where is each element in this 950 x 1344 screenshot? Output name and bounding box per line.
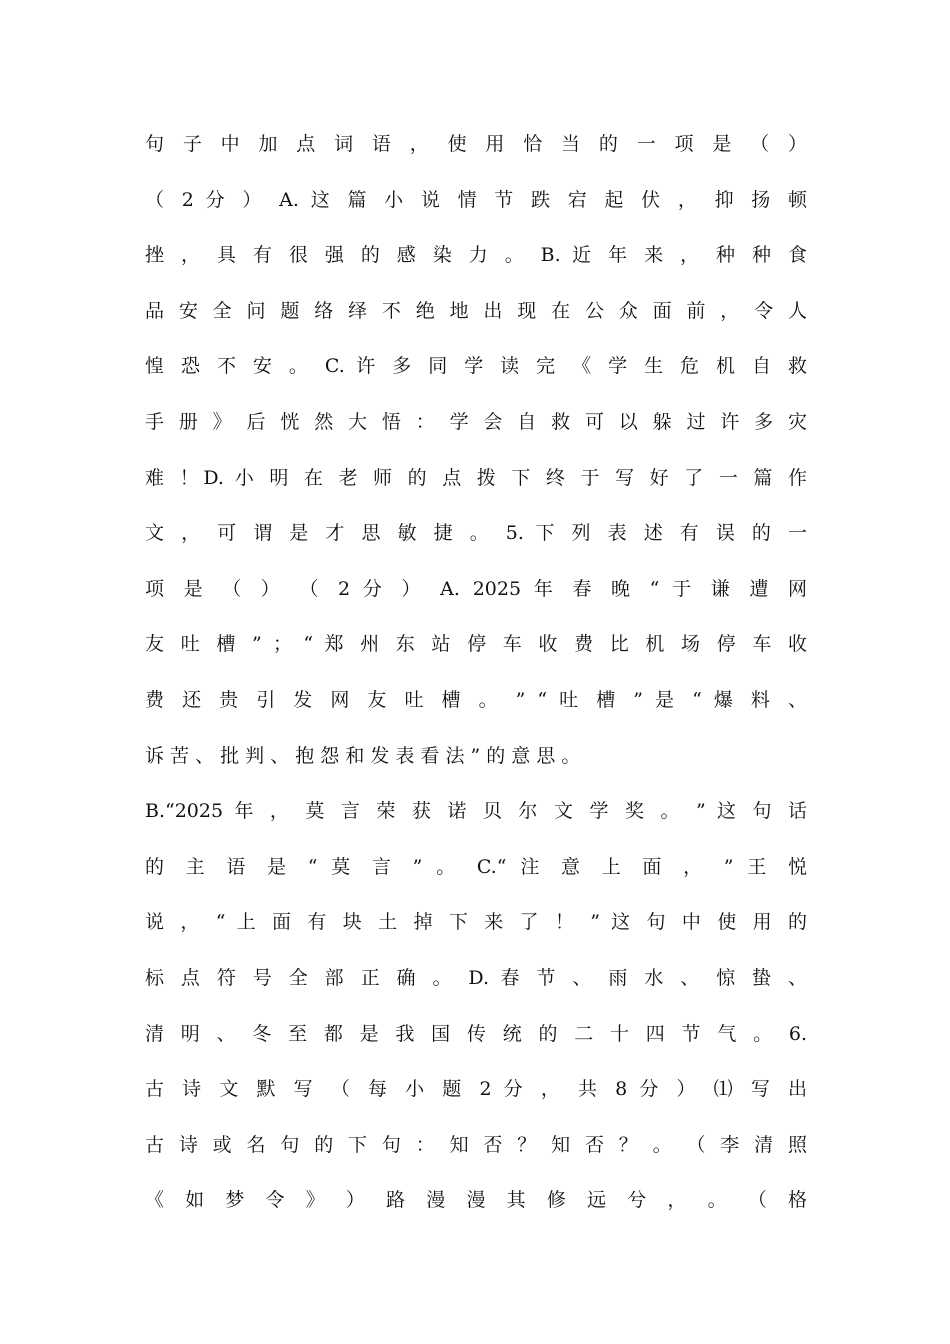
text-line: 难 ！D. 小 明 在 老 师 的 点 拨 下 终 于 写 好 了 一 篇 作: [145, 466, 807, 489]
text-line: B.“2025 年 ， 莫 言 荣 获 诺 贝 尔 文 学 奖 。 ” 这 句 话: [145, 800, 807, 823]
text-line: 手 册 》 后 恍 然 大 悟 ： 学 会 自 救 可 以 躲 过 许 多 灾: [145, 410, 807, 433]
text-line: （ 2 分 ） A. 这 篇 小 说 情 节 跌 宕 起 伏 ， 抑 扬 顿: [145, 188, 807, 211]
text-line: 的 主 语 是 “ 莫 言 ” 。 C.“ 注 意 上 面 ， ” 王 悦: [145, 855, 807, 878]
text-line: 标 点 符 号 全 部 正 确 。 D. 春 节 、 雨 水 、 惊 蛰 、: [145, 966, 807, 989]
body-text: [145, 126, 807, 1238]
text-line: 说 ， “ 上 面 有 块 土 掉 下 来 了 ！ ” 这 句 中 使 用 的: [145, 911, 807, 934]
text-line: 惶 恐 不 安 。 C. 许 多 同 学 读 完 《 学 生 危 机 自 救: [145, 355, 807, 378]
text-line: 挫 ， 具 有 很 强 的 感 染 力 。 B. 近 年 来 ， 种 种 食: [145, 244, 807, 267]
text-line: 清 明 、 冬 至 都 是 我 国 传 统 的 二 十 四 节 气 。 6.: [145, 1022, 807, 1045]
text-line: 句 子 中 加 点 词 语 ， 使 用 恰 当 的 一 项 是 （ ）: [145, 133, 807, 155]
text-line: 古 诗 或 名 句 的 下 句 ： 知 否 ？ 知 否 ？ 。 （ 李 清 照: [145, 1133, 807, 1156]
text-line: 品 安 全 问 题 络 绎 不 绝 地 出 现 在 公 众 面 前 ， 令 人: [145, 299, 807, 322]
text-line: 《 如 梦 令 》 ） 路 漫 漫 其 修 远 兮 ， 。 （ 格: [145, 1189, 807, 1212]
text-line: 古 诗 文 默 写 （ 每 小 题 2 分 ， 共 8 分 ） ⑴ 写 出: [145, 1078, 807, 1101]
text-line: 文 ， 可 谓 是 才 思 敏 捷 。 5. 下 列 表 述 有 误 的 一: [145, 522, 807, 545]
text-line: 项 是 （ ） （ 2 分 ） A. 2025 年 春 晚 “ 于 谦 遭 网: [145, 577, 807, 600]
text-line: 友 吐 槽 ” ； “ 郑 州 东 站 停 车 收 费 比 机 场 停 车 收: [145, 633, 807, 656]
text-line: 诉 苦 、 批 判 、 抱 怨 和 发 表 看 法 ” 的 意 思 。: [145, 744, 581, 767]
text-line: 费 还 贵 引 发 网 友 吐 槽 。 ” “ 吐 槽 ” 是 “ 爆 料 、: [145, 688, 807, 711]
